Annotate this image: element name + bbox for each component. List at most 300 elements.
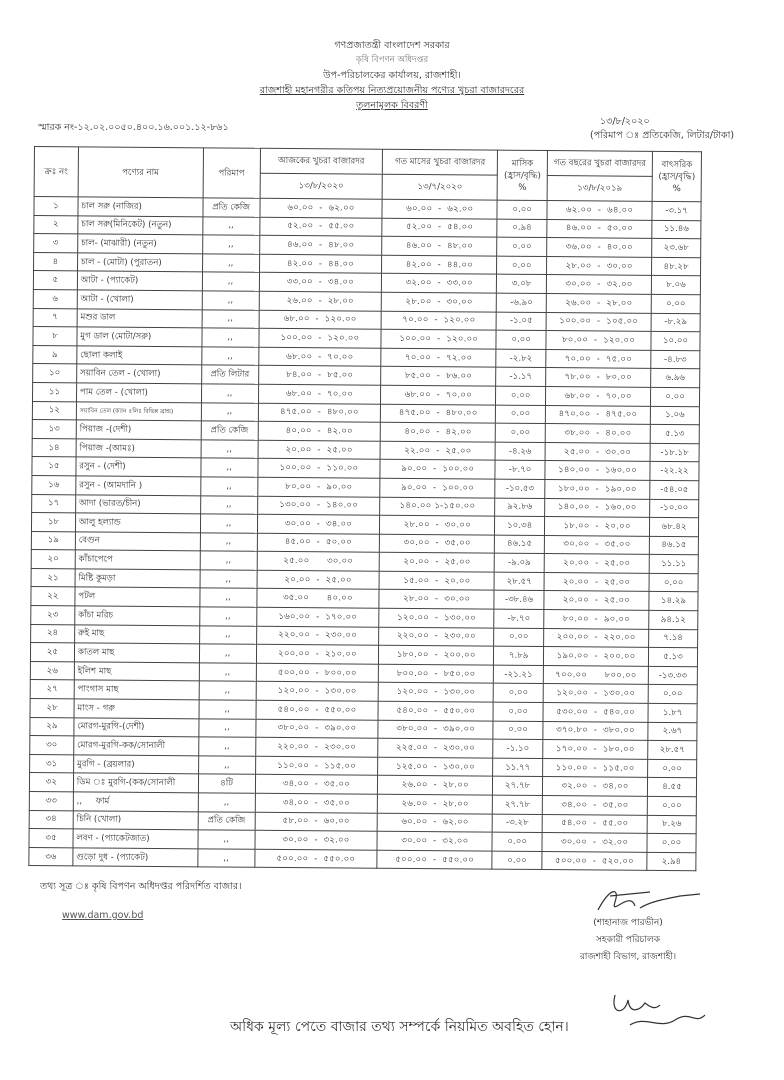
data-source: তথ্য সূত্র ঃ কৃষি বিপণন অধিদপ্তর পরিদর্শিত বাজার। (40, 881, 242, 892)
last-month-price: ১২০.০০ - ১৩০.০০ (379, 608, 494, 627)
serial-number: ৫ (33, 271, 77, 290)
yearly-change: ৪.৫৫ (647, 778, 696, 797)
product-name: পাম তেল - (খোলা) (76, 383, 201, 403)
monthly-change: ০.০০ (496, 405, 546, 424)
unit: ,, (198, 756, 255, 775)
today-price: ১০০.০০ - ১২০.০০ (258, 328, 381, 348)
yearly-change: -২২.২২ (650, 462, 699, 481)
serial-number: ১৫ (32, 457, 76, 476)
product-name: আটা - (প্যাকেট) (77, 271, 202, 291)
last-year-price: ২০.০০ - ২৫.০০ (544, 572, 649, 591)
table-row (29, 847, 696, 871)
unit: ,, (199, 663, 256, 682)
yearly-change: ২৩.৬৮ (652, 239, 701, 258)
yearly-change: -৪.৮৩ (651, 350, 700, 369)
signatory-title: সহকারী পরিচালক (595, 935, 661, 945)
product-name: বেগুন (75, 532, 200, 552)
last-year-price: ৩৮.০০ - ৪০.০০ (545, 424, 650, 443)
last-year-price: ২৬.০০ - ২৮.০০ (546, 293, 651, 312)
serial-number: ২৩ (31, 606, 75, 625)
monthly-change: -৪.২৬ (495, 442, 545, 461)
today-price: ৪২.০০ - ৪৪.০০ (259, 254, 382, 274)
last-month-price: ২২০.০০ - ২৩০.০০ (379, 627, 494, 646)
unit: ,, (202, 216, 259, 235)
yearly-change: ২.৬৭ (648, 722, 697, 741)
serial-number: ২৬ (30, 661, 74, 680)
last-month-price: ৯০.০০ - ১০০.০০ (380, 478, 495, 497)
monthly-change: ০.০০ (493, 684, 543, 703)
unit: ,, (200, 551, 257, 570)
today-price: ৫৮.০০ - ৬০.০০ (255, 812, 378, 832)
product-name: আদা (ভারত/চীন) (75, 494, 200, 514)
last-month-price: ৩৮০.০০ - ৩৯০.০০ (378, 720, 493, 739)
yearly-change: ১.৮৭ (648, 703, 697, 722)
price-table-body (29, 197, 701, 872)
serial-number: ২ (34, 215, 78, 234)
serial-number: ৩১ (30, 754, 74, 773)
last-year-price: ৫৩০.০০ - ৫৪০.০০ (543, 703, 648, 722)
monthly-change: ১১.৭৭ (493, 758, 543, 777)
monthly-change: -১০.৫৩ (495, 479, 545, 498)
product-name: গুড়ো দুধ - (প্যাকেট) (73, 848, 198, 868)
slogan: অধিক মূল্য পেতে বাজার তথ্য সম্পর্কে নিয়মিত অবহিত হোন। (230, 1019, 569, 1035)
signatory-office: রাজশাহী বিভাগ, রাজশাহী। (579, 952, 677, 962)
monthly-change: -৬.৯০ (496, 293, 546, 312)
monthly-change: -৮.৭০ (494, 609, 544, 628)
serial-number: ২৫ (30, 643, 74, 662)
today-price: ১৩০.০০ - ১৪০.০০ (257, 496, 380, 516)
today-price: ৮০.০০ - ৯০.০০ (257, 477, 380, 497)
today-price: ১১০.০০ - ১১৫.০০ (255, 756, 378, 776)
last-year-price: ১৯০.০০ - ২০০.০০ (543, 647, 648, 666)
monthly-change: -১.০৫ (496, 312, 546, 331)
today-price: ৫০০.০০ - ৫৫০.০০ (254, 849, 377, 869)
office-name: উপ-পরিচালকের কার্যালয়, রাজশাহী। (323, 70, 461, 81)
serial-number: ১৯ (31, 531, 75, 550)
monthly-change: ০.০০ (496, 386, 546, 405)
monthly-change: ০.০০ (497, 200, 547, 219)
today-price: ২২০.০০ - ২৩০.০০ (256, 626, 379, 646)
product-name: পিয়াজ -(দেশী) (76, 420, 201, 440)
unit: ,, (201, 402, 258, 421)
today-price: ৬৮.০০ - ১২০.০০ (259, 310, 382, 330)
serial-number: ৮ (33, 327, 77, 346)
today-price: ৪৭৫.০০ - ৪৮০.০০ (258, 403, 381, 423)
last-year-price: ২৮.০০ - ৩০.০০ (547, 256, 652, 275)
last-month-price: ১৫.০০ - ২০.০০ (379, 571, 494, 590)
monthly-change: -১.১৭ (496, 367, 546, 386)
last-year-price: ২০০.০০ - ২২০.০০ (544, 628, 649, 647)
unit: ,, (198, 830, 255, 849)
today-price: ৩০.০০ - ৩২.০০ (255, 830, 378, 850)
last-month-price: ২২.০০ - ২৫.০০ (380, 441, 495, 460)
monthly-change: ০.০০ (493, 721, 543, 740)
last-year-price: ৭০০.০০ ৮০০.০০ (543, 665, 648, 684)
today-price: ১২০.০০ - ১৩০.০০ (256, 682, 379, 702)
unit: ,, (202, 254, 259, 273)
last-month-price: ১২০.০০ - ১৩০.০০ (378, 683, 493, 702)
monthly-change: -৩.২৮ (492, 814, 542, 833)
monthly-change: ০.০০ (493, 702, 543, 721)
unit: প্রতি লিটার (201, 365, 258, 384)
last-month-price: ৪২.০০ - ৪৪.০০ (382, 255, 497, 274)
unit: ,, (202, 309, 259, 328)
today-price: ৩৪.০০ - ৩৫.০০ (255, 793, 378, 813)
last-month-price: ৬০.০০ - ৬২.০০ (377, 813, 492, 832)
last-year-price: ৮০.০০ - ১২০.০০ (546, 331, 651, 350)
monthly-change: ২৭.৭৮ (493, 777, 543, 796)
serial-number: ৩০ (30, 736, 74, 755)
monthly-change: ৯২.৮৬ (495, 498, 545, 517)
product-name: চাল- (মাঝারী) (নতুন) (77, 234, 202, 254)
last-month-price: ৬০.০০ - ৬২.০০ (382, 199, 497, 218)
memo-number: স্মারক নং-১২.০২.০০৫০.৪০০.১৬.০০১.১২-৮৬১ (38, 122, 229, 133)
product-name: আলু হল্যান্ড (75, 513, 200, 533)
last-year-price: ১৭০.০০ - ১৮০.০০ (543, 740, 648, 759)
last-year-price: ৩০.০০ - ৩২.০০ (546, 275, 651, 294)
price-table (28, 146, 702, 872)
signatory-name: (শাহানাজ পারভীন) (593, 918, 663, 928)
serial-number: ২০ (31, 550, 75, 569)
serial-number: ২১ (31, 568, 75, 587)
unit: ,, (200, 477, 257, 496)
serial-number: ২৪ (31, 624, 75, 643)
today-price: ১০০.০০ - ১১০.০০ (257, 459, 380, 479)
unit: ,, (200, 533, 257, 552)
last-year-price: ৩৬.০০ - ৪০.০০ (547, 238, 652, 257)
initial-signature-mark (600, 985, 710, 1035)
product-name: কাঁচাপেপে (75, 550, 200, 570)
monthly-change: ০.০০ (492, 832, 542, 851)
serial-number: ১৬ (32, 475, 76, 494)
serial-number: ১৪ (32, 438, 76, 457)
last-month-price: ৭০.০০ - ৭২.০০ (381, 348, 496, 367)
product-name: ,, ফার্ম (73, 792, 198, 812)
today-price: ৪০.০০ - ৪২.০০ (258, 421, 381, 441)
today-price: ৫৪০.০০ - ৫৫০.০০ (256, 700, 379, 720)
last-month-price: ৭০.০০ - ১২০.০০ (381, 311, 496, 330)
today-price: ৫০০.০০ - ৮০০.০০ (256, 663, 379, 683)
monthly-change: ০.০০ (495, 423, 545, 442)
last-month-price: ২৬.০০ - ২৮.০০ (378, 794, 493, 813)
today-price: ৪৬.০০ - ৪৮.০০ (259, 235, 382, 255)
yearly-change: -১০.০০ (650, 499, 699, 518)
serial-number: ১০ (33, 364, 77, 383)
col-last-month: গত মাসের খুচরা বাজারদর (383, 149, 498, 175)
col-name: পণ্যের নাম (78, 147, 203, 198)
last-year-price: ৩২.০০ - ৩৪.০০ (542, 777, 647, 796)
product-name: মুগ ডাল (মোটা/সরু) (77, 327, 202, 347)
serial-number: ১৮ (31, 513, 75, 532)
last-month-price: ১৪০.০০ ১-১৫০.০০ (380, 497, 495, 516)
product-name: আটা - (খোলা) (77, 290, 202, 310)
last-month-price: ৪০.০০ - ৪২.০০ (381, 422, 496, 441)
yearly-change: ০.০০ (647, 796, 696, 815)
today-price: ৩০.০০ - ৩৪.০০ (257, 514, 380, 534)
last-month-price: ২৮.০০ - ৩০.০০ (379, 590, 494, 609)
product-name: কাঁচা মরিচ (75, 606, 200, 626)
product-name: ছোলা কলাই (77, 346, 202, 366)
last-month-price: ১৮০.০০ - ২০০.০০ (379, 645, 494, 664)
col-today: আজকের খুচরা বাজারদর (260, 148, 383, 174)
last-year-price: ১৪০.০০ - ১৬০.০০ (545, 461, 650, 480)
unit: ,, (198, 793, 255, 812)
yearly-change: ২৮.৫৭ (648, 741, 697, 760)
unit: প্রতি কেজি (198, 811, 255, 830)
unit: ,, (199, 625, 256, 644)
serial-number: ৭ (33, 308, 77, 327)
unit: ,, (199, 607, 256, 626)
col-last-month-date: ১৩/৭/২০২০ (382, 174, 497, 200)
last-year-price: ৩৭০.৮০ - ৩৮০.০০ (543, 721, 648, 740)
product-name: পাংগাস মাছ (74, 680, 199, 700)
yearly-change: ১.০৬ (650, 406, 699, 425)
today-price: ৩৮০.০০ - ৩৯০.০০ (255, 719, 378, 739)
yearly-change: ৭.১৪ (649, 629, 698, 648)
unit: ৪টি (198, 774, 255, 793)
last-month-price: ৪৬.০০ - ৪৮.০০ (382, 236, 497, 255)
today-price: ৫২.০০ - ৫৫.০০ (259, 217, 382, 237)
product-name: মুরগি - (ব্রয়লার) (73, 755, 198, 775)
yearly-change: -৩.১৭ (652, 201, 701, 220)
product-name: ডিম ঃ মুরগি-(কক/সোনালী (73, 773, 198, 793)
unit: ,, (199, 700, 256, 719)
unit-note: (পরিমাপ ঃ প্রতিকেজি, লিটার/টাকা) (590, 130, 735, 141)
last-year-price: ৩৪.০০ - ৩৫.০০ (542, 796, 647, 815)
product-name: কাতল মাছ (74, 643, 199, 663)
last-year-price: ৫৪.০০ - ৫৫.০০ (542, 814, 647, 833)
product-name: মোরগ-মুরগি-(দেশী) (74, 717, 199, 737)
yearly-change: ০.০০ (648, 685, 697, 704)
product-name: মশুর ডাল (77, 308, 202, 328)
last-year-price: ৭০.০০ - ৭৫.০০ (546, 349, 651, 368)
monthly-change: ১০.৩৪ (495, 516, 545, 535)
yearly-change: ০.০০ (647, 834, 696, 853)
col-unit: পরিমাপ (203, 148, 260, 198)
today-price: ৮৪.০০ - ৮৫.০০ (258, 366, 381, 386)
yearly-change: ৬৮.৪২ (649, 517, 698, 536)
product-name: মিষ্টি কুমড়া (75, 569, 200, 589)
product-name: চাল - (মোটা) (পুরাতন) (77, 253, 202, 273)
unit: ,, (201, 384, 258, 403)
last-month-price: ১০০.০০ - ১২০.০০ (381, 329, 496, 348)
govt-name: গণপ্রজাতন্ত্রী বাংলাদেশ সরকার (334, 40, 450, 51)
unit: ,, (200, 588, 257, 607)
yearly-change: ০.০০ (651, 294, 700, 313)
last-year-price: ৪৬.০০ - ৫০.০০ (547, 219, 652, 238)
today-price: ২০০.০০ - ২১০.০০ (256, 645, 379, 665)
yearly-change: ২.৯৪ (647, 852, 696, 871)
serial-number: ৬ (33, 289, 77, 308)
last-year-price: ৬২.০০ - ৬৪.০০ (547, 201, 652, 220)
unit: ,, (200, 514, 257, 533)
product-name: মাংস - গরু (74, 699, 199, 719)
monthly-change: ০.৯৪ (497, 219, 547, 238)
yearly-change: ১১.১১ (649, 555, 698, 574)
last-month-price: ৯০.০০ - ১০০.০০ (380, 460, 495, 479)
serial-number: ৩৬ (29, 847, 73, 866)
monthly-change: -৩৮.৪৬ (494, 591, 544, 610)
monthly-change: ০.০০ (494, 628, 544, 647)
product-name: সয়াবিন তেল (ক্যান ৫লিঃ বিভিন্ন ব্রান্ড) (76, 401, 201, 421)
monthly-change: ৭.৮৯ (494, 646, 544, 665)
report-date: ১৩/৮/২০২০ (600, 116, 650, 127)
last-month-price: ২৬.০০ - ২৮.০০ (378, 776, 493, 795)
today-price: ২০.০০ - ২৫.০০ (258, 440, 381, 460)
unit: ,, (199, 718, 256, 737)
last-year-price: ১৮০.০০ - ১৯০.০০ (545, 479, 650, 498)
unit: ,, (201, 440, 258, 459)
unit: ,, (199, 681, 256, 700)
unit: ,, (202, 235, 259, 254)
last-month-price: ৩২.০০ - ৩৩.০০ (382, 274, 497, 293)
serial-number: ১১ (32, 382, 76, 401)
yearly-change: ৫.১৩ (648, 648, 697, 667)
monthly-change: ০.০০ (496, 330, 546, 349)
product-name: রুই মাছ (74, 624, 199, 644)
signature-mark (590, 884, 710, 914)
today-price: ৬৮.০০ - ৭০.০০ (258, 347, 381, 367)
yearly-change: ১০.০০ (651, 332, 700, 351)
last-month-price: ১২৫.০০ - ১৩০.০০ (378, 757, 493, 776)
unit: ,, (200, 495, 257, 514)
last-month-price: ৩০.০০ - ৩৫.০০ (380, 534, 495, 553)
serial-number: ৯ (33, 345, 77, 364)
product-name: চাল সরু (নাজির) (78, 197, 203, 217)
last-year-price: ৪৭০.০০ - ৪৭৫.০০ (545, 405, 650, 424)
last-year-price: ১২০.০০ - ১৩০.০০ (543, 684, 648, 703)
monthly-change: ০.০০ (492, 851, 542, 870)
last-month-price: ৫০০.০০ - ৫৫০.০০ (377, 850, 492, 869)
yearly-change: ৮.০৬ (651, 276, 700, 295)
today-price: ৬০.০০ - ৬২.০০ (260, 198, 383, 218)
yearly-change: ৮.২৬ (647, 815, 696, 834)
last-month-price: ৪৭৫.০০ - ৪৮০.০০ (381, 404, 496, 423)
monthly-change: ৩.০৮ (497, 275, 547, 294)
report-title: রাজশাহী মহানগরীর কতিপয় নিত্যপ্রয়োজনীয় পণ্যের খুচরা বাজারদরের (259, 85, 525, 96)
last-month-price: ২৮.০০ - ৩০.০০ (380, 515, 495, 534)
product-name: রসুন - (আমদানি ) (76, 476, 201, 496)
product-name: মোরগ-মুরগি-কক/সোনালী (74, 736, 199, 756)
serial-number: ৩ (34, 234, 78, 253)
product-name: পিয়াজ -(আমঃ) (76, 439, 201, 459)
monthly-change: ৪৬.১৫ (495, 535, 545, 554)
last-year-price: ৩০.০০ - ৩২.০০ (542, 833, 647, 852)
col-last-year: গত বছরের খুচরা বাজারদর (547, 151, 652, 177)
department-name: কৃষি বিপণন অধিদপ্তর (355, 55, 429, 65)
col-last-year-date: ১৩/৮/২০১৯ (547, 176, 652, 202)
unit: প্রতি কেজি (203, 198, 260, 217)
last-month-price: ৮০০.০০ - ৮৫০.০০ (379, 664, 494, 683)
today-price: ৩৫.০০ ৪০.০০ (256, 589, 379, 609)
last-year-price: ২০.০০ - ২৫.০০ (544, 591, 649, 610)
today-price: ৬৮.০০ - ৭০.০০ (258, 384, 381, 404)
unit: ,, (202, 291, 259, 310)
serial-number: ৩৫ (29, 829, 73, 848)
unit: ,, (197, 849, 254, 868)
yearly-change: -৮.২৯ (651, 313, 700, 332)
yearly-change: ৬.৯৬ (651, 369, 700, 388)
yearly-change: ০.০০ (650, 387, 699, 406)
col-sl: ক্রঃ নং (34, 147, 78, 197)
col-yearly-change: বাৎসরিক (হ্রাস/বৃদ্ধি) % (652, 151, 701, 201)
serial-number: ১ (34, 197, 78, 216)
serial-number: ১৩ (32, 420, 76, 439)
today-price: ১৬০.০০ - ১৭০.০০ (256, 607, 379, 627)
serial-number: ১৭ (32, 494, 76, 513)
yearly-change: ৫.১৩ (650, 424, 699, 443)
serial-number: ৩৪ (29, 810, 73, 829)
serial-number: ১২ (32, 401, 76, 420)
last-month-price: ৩০.০০ - ৩২.০০ (377, 831, 492, 850)
monthly-change: ২৮.৫৭ (494, 572, 544, 591)
today-price: ২০.০০ - ২৫.০০ (257, 570, 380, 590)
today-price: ৩৩.০০ - ৩৪.০০ (259, 273, 382, 293)
last-year-price: ৩০.০০ - ৩৫.০০ (544, 535, 649, 554)
yearly-change: -৫৪.০৫ (650, 480, 699, 499)
monthly-change: -৮.৭০ (495, 460, 545, 479)
last-year-price: ৫০০.০০ - ৫২০.০০ (542, 851, 647, 870)
today-price: ২৫.০০ ৩০.০০ (257, 552, 380, 572)
unit: ,, (202, 272, 259, 291)
product-name: চিনি (খোলা) (73, 810, 198, 830)
serial-number: ৪ (34, 252, 78, 271)
last-year-price: ১০০.০০ - ১০৫.০০ (546, 312, 651, 331)
serial-number: ২৮ (30, 699, 74, 718)
yearly-change: ৪৬.১৫ (649, 536, 698, 555)
yearly-change: -১৮.১৮ (650, 443, 699, 462)
yearly-change: ১১.৪৬ (652, 220, 701, 239)
monthly-change: -২.৮২ (496, 349, 546, 368)
yearly-change: ৪৮.২৮ (652, 257, 701, 276)
product-name: চাল সরু(মিনিকেট) (নতুন) (78, 215, 203, 235)
monthly-change: ০.০০ (497, 237, 547, 256)
monthly-change: -১.১০ (493, 739, 543, 758)
last-year-price: ২০.০০ - ২৫.০০ (544, 554, 649, 573)
yearly-change: ১৪.২৯ (649, 592, 698, 611)
monthly-change: -৯.০৯ (494, 553, 544, 572)
monthly-change: ০.০০ (497, 256, 547, 275)
last-year-price: ১৪০.০০ - ১৬০.০০ (545, 498, 650, 517)
unit: ,, (202, 328, 259, 347)
unit: ,, (201, 347, 258, 366)
last-year-price: ১১০.০০ - ১১৫.০০ (543, 758, 648, 777)
last-month-price: ৮৫.০০ - ৮৬.০০ (381, 367, 496, 386)
yearly-change: ০.০০ (648, 759, 697, 778)
signature-block (558, 915, 698, 966)
product-name: সয়াবিন তেল - (খোলা) (76, 364, 201, 384)
last-year-price: ৬৮.০০ - ৭০.০০ (546, 386, 651, 405)
last-month-price: ৫২.০০ - ৫৪.০০ (382, 218, 497, 237)
last-month-price: ৬৮.০০ - ৭০.০০ (381, 385, 496, 404)
last-month-price: ২২৫.০০ - ২৩০.০০ (378, 738, 493, 757)
unit: ,, (200, 570, 257, 589)
website-link[interactable]: www.dam.gov.bd (62, 910, 144, 921)
monthly-change: ২৭.৭৮ (492, 795, 542, 814)
last-year-price: ১৮.০০ - ২০.০০ (545, 517, 650, 536)
last-year-price: ৮০.০০ - ৯০.০০ (544, 610, 649, 629)
today-price: ২২০.০০ - ২৩০.০০ (255, 737, 378, 757)
serial-number: ২২ (31, 587, 75, 606)
unit: ,, (198, 737, 255, 756)
last-year-price: ২৫.০০ - ৩০.০০ (545, 442, 650, 461)
product-name: রসুন - (দেশী) (76, 457, 201, 477)
last-month-price: ২৮.০০ - ৩০.০০ (382, 292, 497, 311)
today-price: ৩৪.০০ - ৩৫.০০ (255, 775, 378, 795)
last-year-price: ৭৮.০০ - ৮০.০০ (546, 368, 651, 387)
serial-number: ৩৩ (29, 791, 73, 810)
yearly-change: ৯৪.১২ (649, 610, 698, 629)
